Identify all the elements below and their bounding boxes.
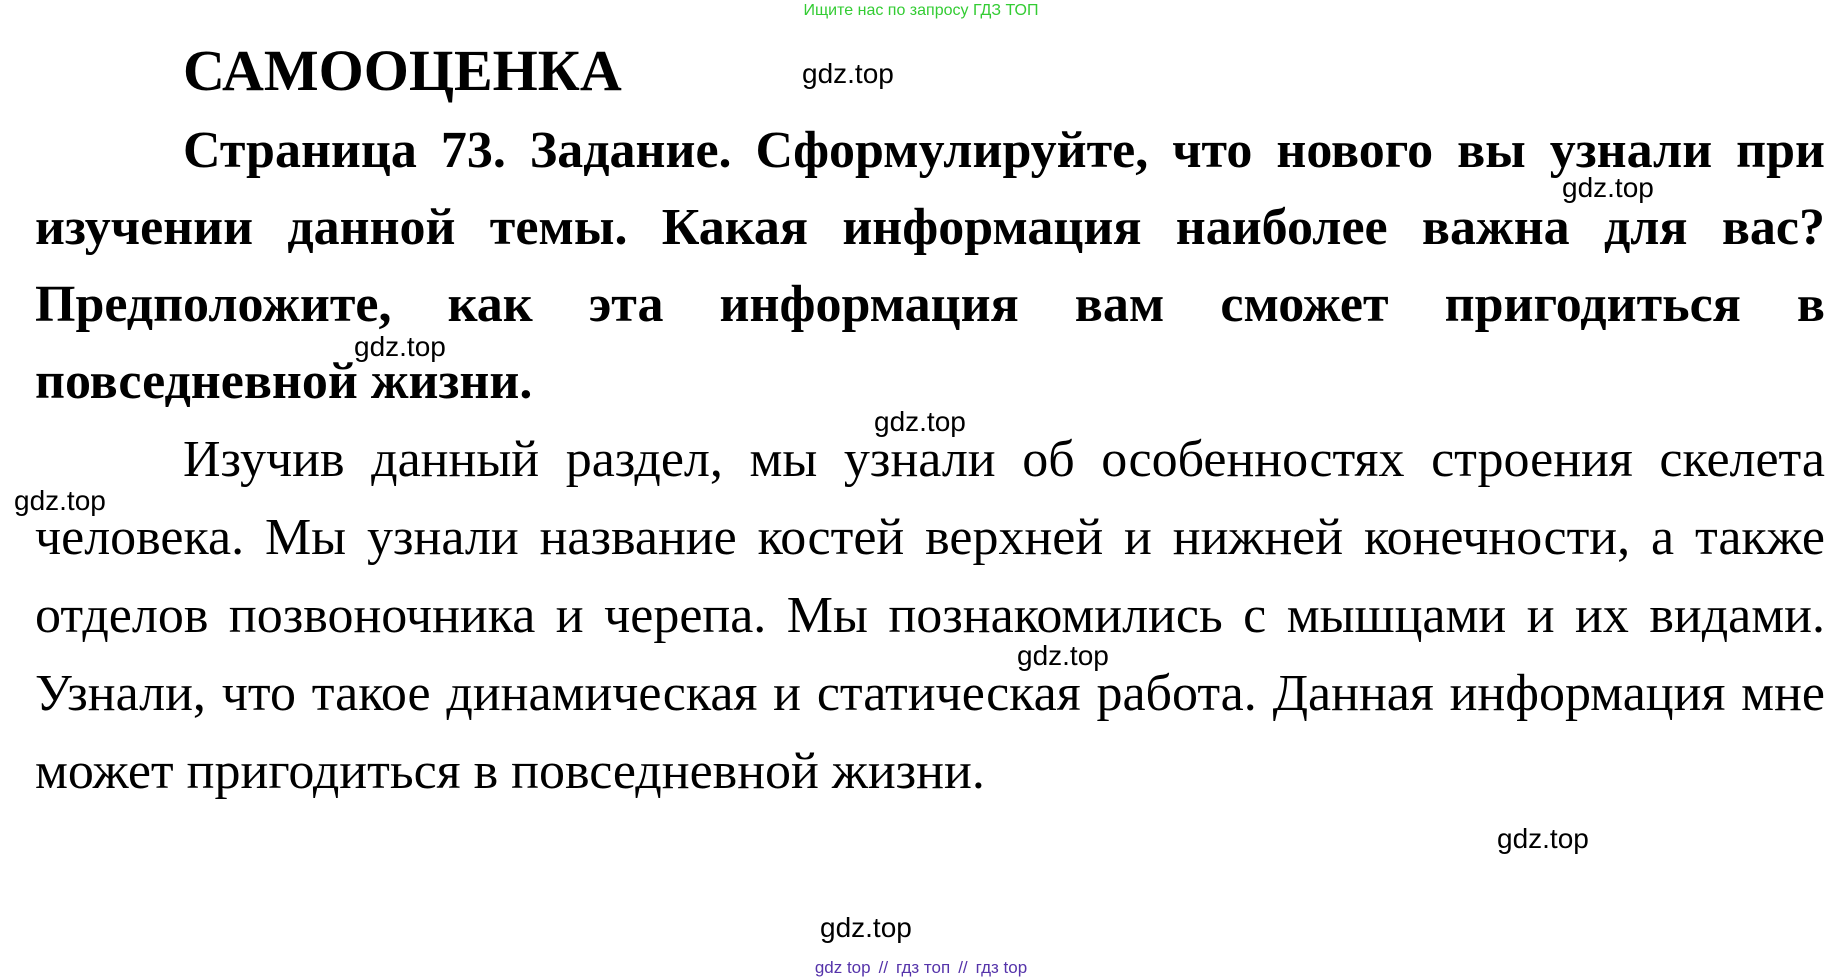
answer-text: Изучив данный раздел, мы узнали об особенностях строения скелета человека. Мы узнали название костей верхней и нижней конечности, а также отделов позвоночника и черепа. Мы познакомились с мышцами и их видами. Узнали, что такое динамическая и статическая работа. Данная информация мне может пригодиться в повседневной жизни. (35, 431, 1825, 800)
watermark: gdz.top (1562, 172, 1654, 203)
task-text: Страница 73. Задание. Сформулируйте, что нового вы узнали при изучении данной темы. Какая информация наиболее важна для вас? Предположите, как эта информация вам сможет пригодиться в повседневной жизни. (35, 122, 1825, 410)
footer-separator: // (958, 958, 968, 977)
search-hint-link[interactable]: Ищите нас по запросу ГДЗ ТОП (803, 2, 1039, 19)
section-heading: САМООЦЕНКА (183, 38, 622, 103)
watermark: gdz.top (874, 406, 966, 437)
footer-separator: // (878, 958, 889, 977)
footer-link-gdz-top[interactable]: gdz top (814, 958, 871, 977)
watermark: gdz.top (820, 912, 912, 943)
footer-link-gdz-top-mixed[interactable]: гдз top (975, 958, 1028, 977)
watermark: gdz.top (14, 485, 106, 516)
watermark: gdz.top (354, 331, 446, 362)
watermark: gdz.top (802, 58, 894, 89)
watermark: gdz.top (1497, 823, 1589, 854)
watermark: gdz.top (1017, 640, 1109, 671)
footer-links (0, 958, 1842, 978)
footer-link-gdz-top-ru[interactable]: гдз топ (896, 958, 951, 977)
